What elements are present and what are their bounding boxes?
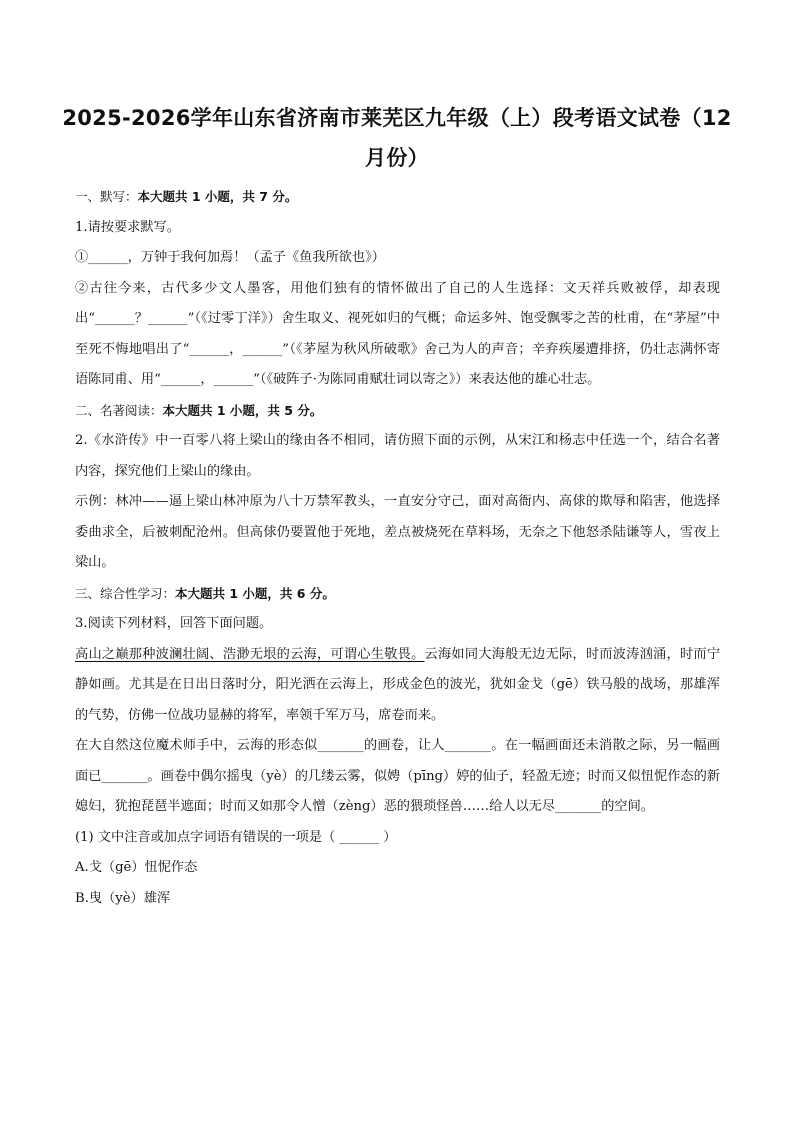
question-2-example: 示例：林冲——逼上梁山林冲原为八十万禁军教头，一直安分守己，面对高衙内、高俅的欺辱和陷害，他选择委曲求全，后被刺配沧州。但高俅仍要置他于死地，差点被烧死在草料场，无奈之下他怒杀陆谦等人，雪夜上梁山。 xyxy=(75,494,720,570)
section-1-note: 本大题共 1 小题，共 7 分。 xyxy=(137,189,298,204)
option-b: B.曳（yè）雄浑 xyxy=(75,890,171,906)
option-a: A.戈（gē）忸怩作态 xyxy=(75,860,198,875)
section-3-note: 本大题共 1 小题，共 6 分。 xyxy=(175,585,335,601)
section-3-label: 三、综合性学习： xyxy=(75,585,176,601)
material-paragraph-2: 在大自然这位魔术师手中，云海的形态似_______的画卷，让人_______。在一幅画面还未消散之际，另一幅画面已_______。画卷中偶尔摇曳（yè）的几缕云雾，似娉（pīng）婷的仙子，轻盈无迹；时而又似忸怩作态的新媳妇，犹抱琵琶半遮面；时而又如那令人憎（zèng）恶的猥琐怪兽……给人以无尽_______的空间。 xyxy=(75,738,720,814)
material-paragraph-1-rest: 云海如同大海般无边无际，时而波涛汹涌，时而宁静如画。尤其是在日出日落时分，阳光洒在云海上，形成金色的波光，犹如金戈（gē）铁马般的战场，那雄浑的气势，仿佛一位战功显赫的将军，率领千军万马，席卷而来。 xyxy=(75,646,721,723)
question-1-prompt: 1.请按要求默写。 xyxy=(75,219,180,235)
exam-content xyxy=(75,182,720,914)
title-line-2: 月份） xyxy=(365,146,429,170)
question-1-item-2: ②古往今来，古代多少文人墨客，用他们独有的情怀做出了自己的人生选择：文天祥兵败被俘，却表现出“______？______”（《过零丁洋》）舍生取义、视死如归的气概；命运多舛、饱受飘零之苦的杜甫，在“茅屋”中至死不悔地唱出了“______，______”（《茅屋为秋风所破歌》舍己为人的声音；辛弃疾屡遭排挤，仍壮志满怀寄语陈同甫、用“______，______”（《破阵子·为陈同甫赋壮词以寄之》）来表达他的雄心壮志。 xyxy=(75,280,720,387)
question-3-prompt: 3.阅读下列材料，回答下面问题。 xyxy=(75,616,273,631)
section-2-note: 本大题共 1 小题，共 5 分。 xyxy=(162,402,323,418)
material-paragraph-1 xyxy=(75,640,720,732)
question-1-item-1: ①______，万钟于我何加焉！（孟子《鱼我所欲也》） xyxy=(75,250,385,265)
section-1-heading xyxy=(75,182,720,213)
underlined-sentence: 高山之巅那种波澜壮阔、浩渺无垠的云海，可谓心生敬畏。 xyxy=(75,646,425,662)
question-2-prompt: 2.《水浒传》中一百零八将上梁山的缘由各不相同，请仿照下面的示例，从宋江和杨志中任选一个，结合名著内容，探究他们上梁山的缘由。 xyxy=(75,433,720,479)
section-3-heading xyxy=(75,579,720,610)
section-1-label: 一、默写： xyxy=(75,189,138,204)
title-line-1: 2025-2026学年山东省济南市莱芜区九年级（上）段考语文试卷（12 xyxy=(62,106,732,130)
subquestion-1: (1) 文中注音或加点字词语有错误的一项是（ ______ ） xyxy=(75,829,397,845)
exam-title xyxy=(60,98,734,178)
section-2-heading xyxy=(75,396,720,427)
section-2-label: 二、名著阅读： xyxy=(75,402,163,418)
